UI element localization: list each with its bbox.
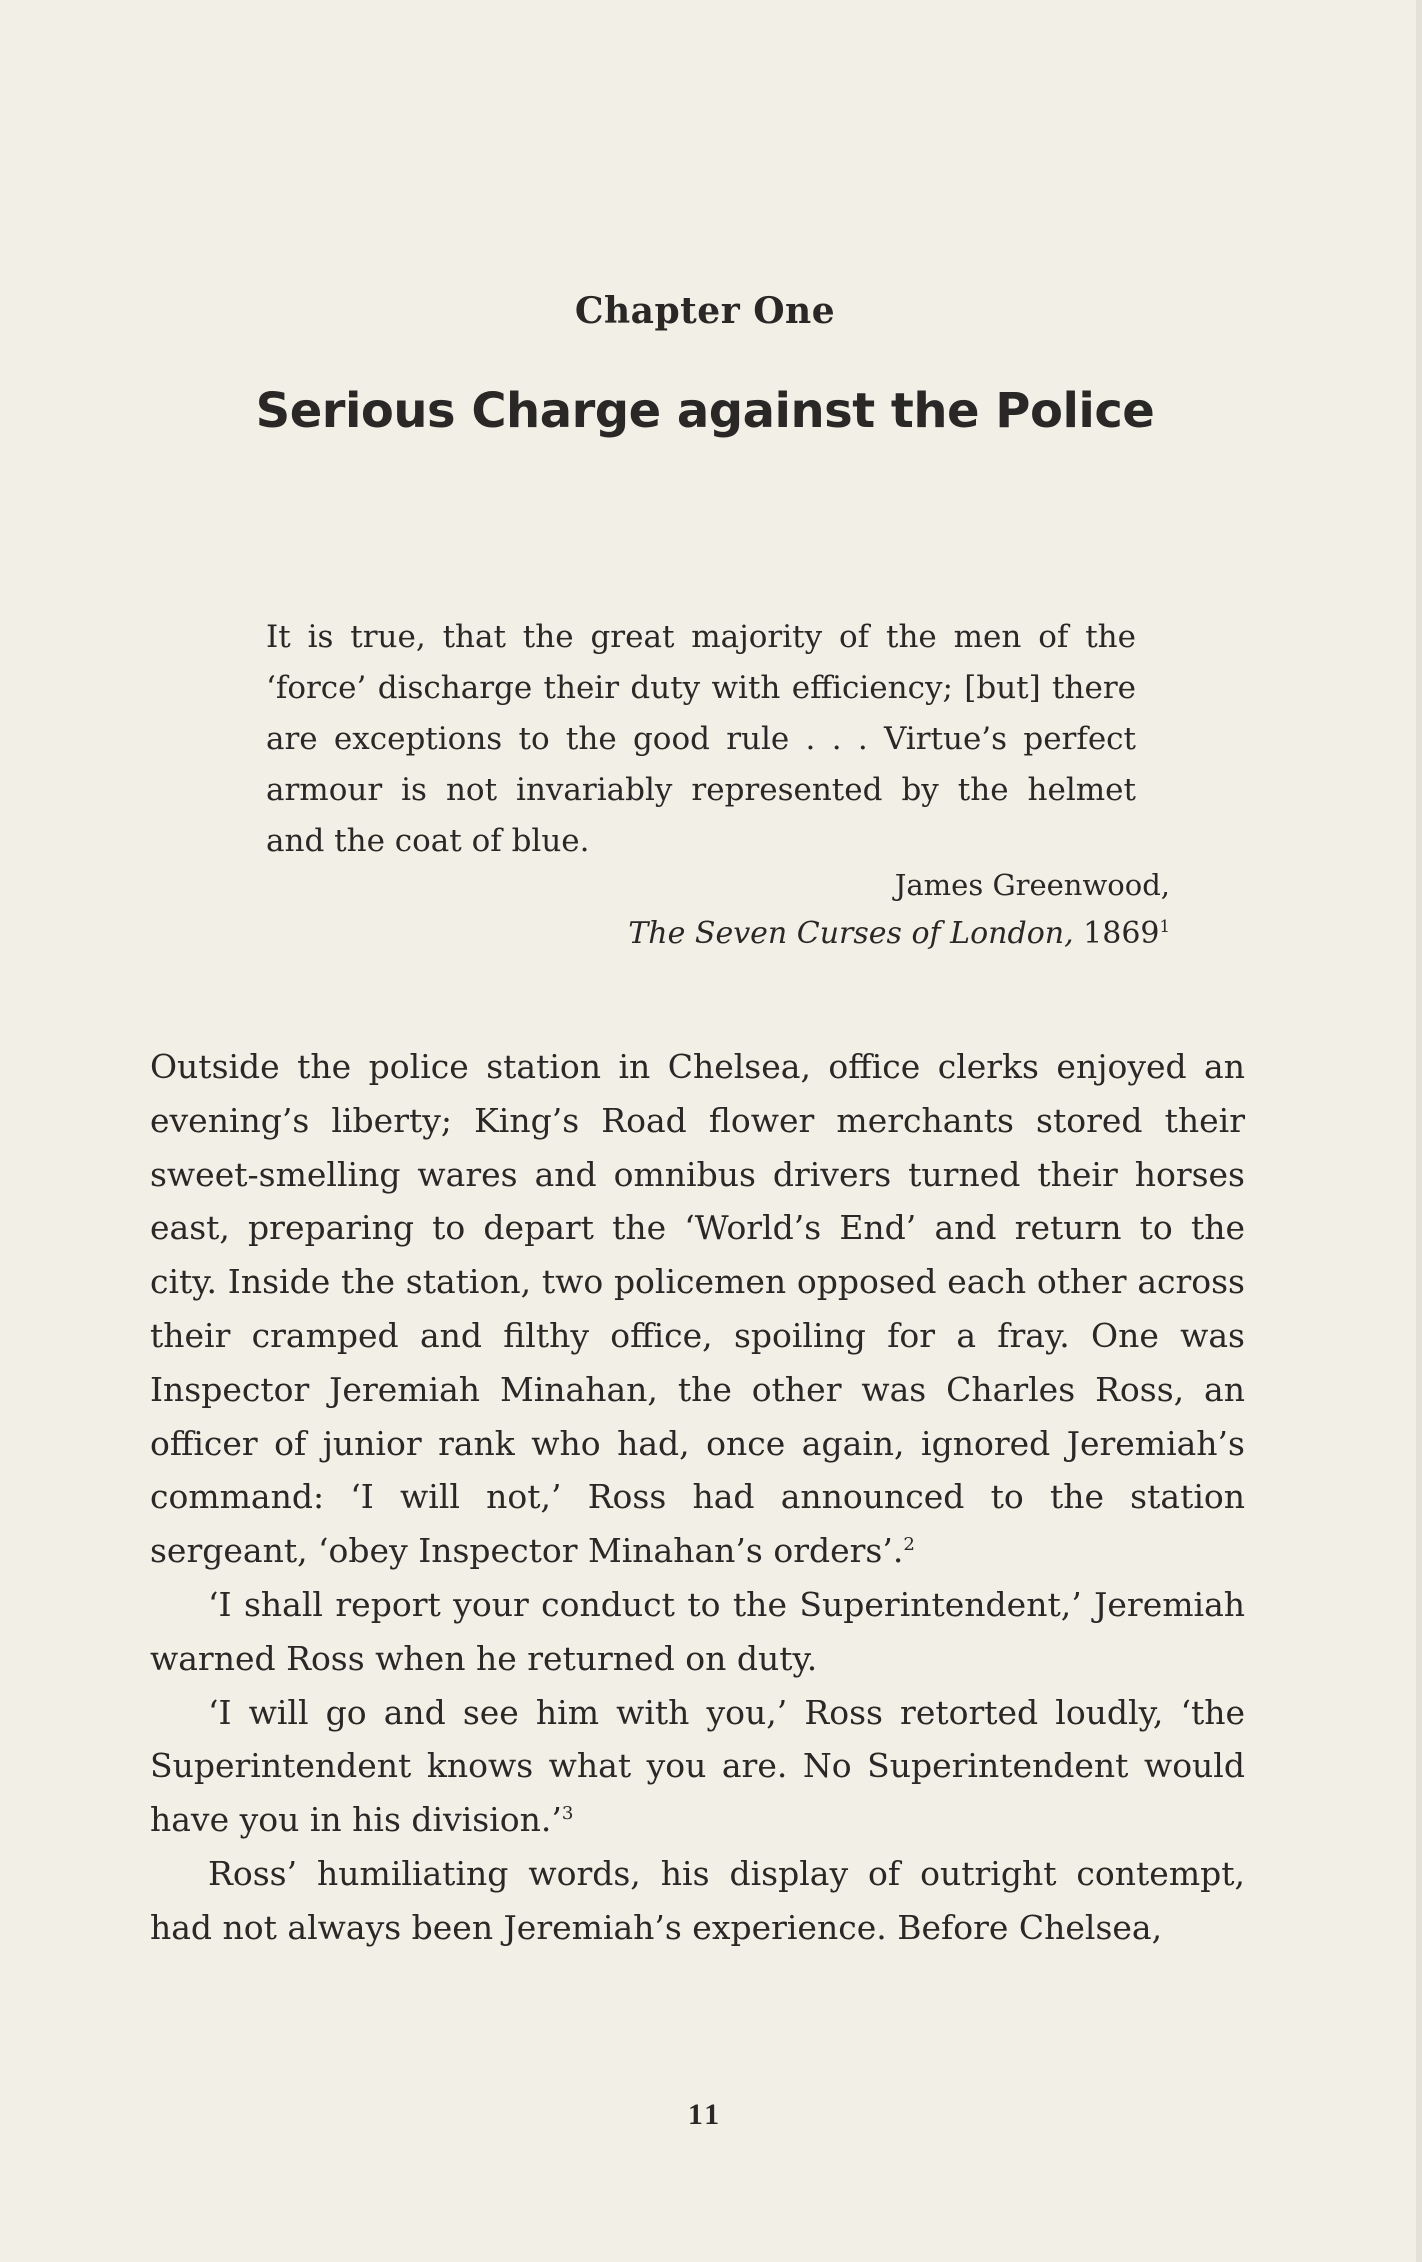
paragraph [150, 1578, 1245, 1686]
page-edge [1416, 0, 1422, 2262]
paragraph-text: Ross’ humiliating words, his display of outright contempt, had not always been Jeremiah’s experience. Before Chelsea, [150, 1853, 1245, 1947]
epigraph-quote: It is true, that the great majority of the men of the ‘force’ discharge their duty with efficiency; [but] there are exceptions to the good rule . . . Virtue’s perfect armour is not invariably represented by the helmet and the coat of blue. [266, 619, 1136, 859]
footnote-marker: 3 [561, 1803, 574, 1825]
paragraph-text: ‘I shall report your conduct to the Superintendent,’ Jeremiah warned Ross when he returned on duty. [150, 1584, 1245, 1678]
page-number: 11 [687, 2098, 723, 2131]
chapter-title: Serious Charge against the Police [255, 383, 1155, 439]
epigraph-source [400, 916, 1170, 951]
paragraph [150, 1847, 1245, 1955]
epigraph-book-title: The Seven Curses of London, [628, 916, 1074, 951]
paragraph-text: Outside the police station in Chelsea, office clerks enjoyed an evening’s liberty; King’s Road flower merchants stored their sweet-smelling wares and omnibus drivers turned their horses east, preparing to depart the ‘World’s End’ and return to the city. Inside the station, two policemen opposed each other across their cramped and filthy office, spoiling for a fray. One was Inspector Jeremiah Minahan, the other was Charles Ross, an officer of junior rank who had, once again, ignored Jeremiah’s command: ‘I will not,’ Ross had announced to the station sergeant, ‘obey Inspector Minahan’s orders’. [150, 1047, 1245, 1571]
chapter-label: Chapter One [574, 290, 836, 332]
body-text [150, 1040, 1245, 1955]
footnote-marker: 1 [1159, 917, 1170, 936]
paragraph [150, 1040, 1245, 1578]
footnote-marker: 2 [903, 1534, 915, 1556]
epigraph-year: 1869 [1073, 916, 1160, 951]
paragraph-text: ‘I will go and see him with you,’ Ross retorted loudly, ‘the Superintendent knows what you are. No Superintendent would have you in his division.’ [150, 1692, 1245, 1840]
epigraph-author: James Greenwood, [894, 868, 1170, 902]
paragraph [150, 1686, 1245, 1847]
bleed-through-text [110, 80, 1292, 134]
